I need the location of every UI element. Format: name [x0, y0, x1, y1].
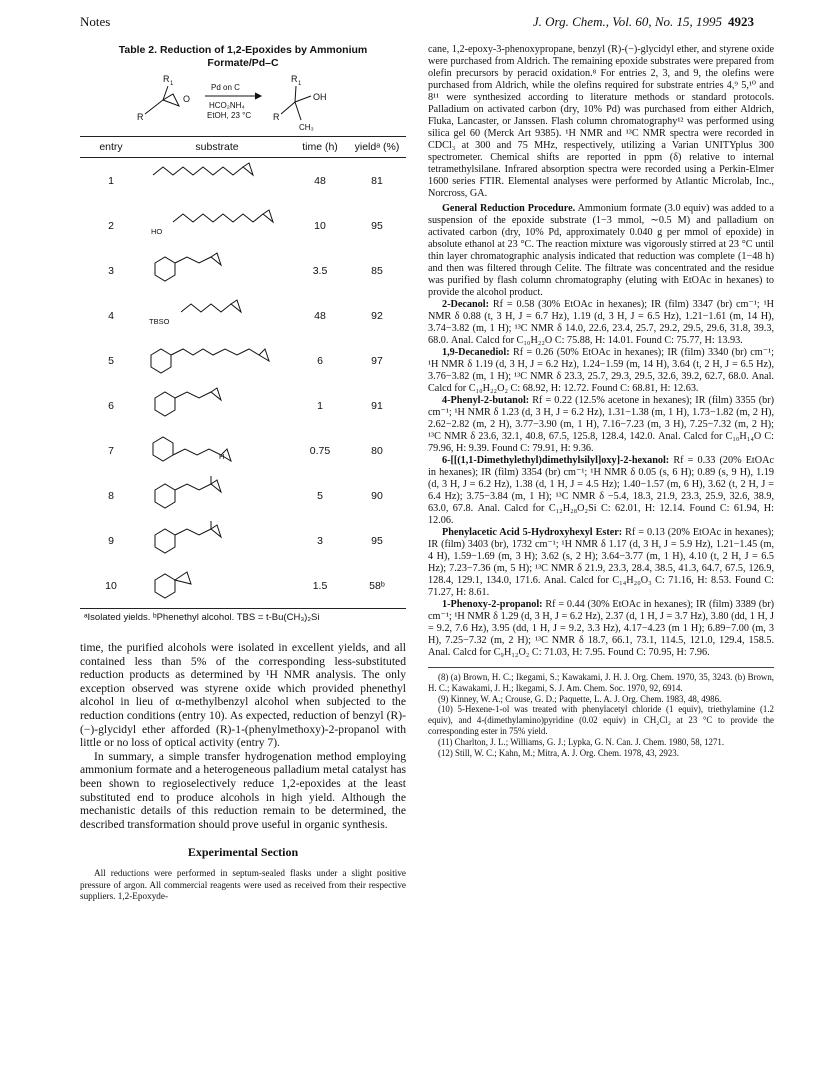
scheme-oh: OH: [313, 92, 327, 102]
cell-yield: 90: [371, 489, 383, 502]
substrate-structure: [147, 521, 287, 557]
compound-heading: 1,9-Decanediol:: [442, 347, 510, 358]
substrate-label: HO: [151, 227, 163, 236]
general-procedure: [428, 203, 774, 299]
substrate-label: H: [219, 452, 225, 461]
general-procedure-body: Ammonium formate (3.0 equiv) was added to a suspension of the epoxide substrate (1−3 mmol, ∼0.5 M) and palladium on activated carbon (dry, 10% Pd, approximately 0.040 g per mmol of epoxide) in absolute ethanol at 23 °C. The reaction mixture was vigorously stirred at 23 °C until thin layer chromatographic analysis indicated that reduction was complete (1−48 h) and then was filtered through Celite. The filtrate was concentrated and the residue was purified by flash column chromatography (eluting with EtOAc in hexanes) to provide the alcohol product.: [428, 203, 775, 298]
scheme-ch3: CH₃: [299, 123, 314, 132]
compound-body: Rf = 0.44 (30% EtOAc in hexanes); IR (film) 3389 (br) cm⁻¹; ¹H NMR δ 1.29 (d, 3 H, J = 6.2 Hz), 2.37 (d, 1 H, J = 3.7 Hz), 3.80 (dd, 1 H, J = 9.2, 7.6 Hz), 3.95 (dd, 1 H, J = 9.2, 3.3 Hz), 4.17−4.23 (m 1 H); 6.89−7.00 (m, 3 H), 7.25−7.32 (m, 2 H); ¹³C NMR δ 18.7, 66.1, 73.1, 114.5, 121.0, 129.4, 158.5. Anal. Calcd for C₉H₁₂O₂ C: 71.03, H: 7.95. Found C: 70.95, H: 7.96.: [428, 599, 774, 658]
reference-item: (11) Charlton, J. L.; Williams, G. J.; Lypka, G. N. Can. J. Chem. 1980, 58, 1271.: [438, 736, 725, 747]
page-number: 4923: [728, 14, 754, 29]
section-heading: Experimental Section: [187, 845, 299, 860]
cell-yield: 95: [371, 534, 383, 547]
cell-entry: 8: [108, 489, 114, 502]
cell-substrate: [142, 203, 292, 248]
cell-substrate: [142, 563, 292, 609]
scheme-p-r: R: [273, 112, 280, 122]
substrate-structure: [147, 386, 287, 422]
left-paragraph-1: time, the purified alcohols were isolated in excellent yields, and all contained less than 5% of the corresponding less-substituted reduction products as determined by ¹H NMR analysis. The only exception observed was styrene oxide which provided phenethyl alcohol in lieu of α-methylbenzyl alcohol when subjected to the reduction conditions (entry 10). As expected, reduction of benzyl (R)-(−)-glycidyl ether afforded (R)-1-(phenylmethoxy)-2-propanol with little or no loss of optical activity (entry 7).: [80, 641, 406, 750]
compound-body: Rf = 0.26 (50% EtOAc in hexanes); IR (film) 3340 (br) cm⁻¹; ¹H NMR δ 1.19 (d, 3 H, J = 6.2 Hz), 1.24−1.59 (m, 14 H), 3.64 (t, 2 H, J = 6.5 Hz), 3.76−3.82 (m, 1 H); ¹³C NMR δ 23.3, 25.7, 29.3, 29.5, 32.6, 39.2, 62.7, 68.0. Anal. Calcd for C₁₀H₂₂O₂ C: 68.92, H: 12.72. Found C: 68.81, H: 12.63.: [428, 347, 774, 394]
cell-yield: 91: [371, 399, 383, 412]
cell-substrate: [142, 428, 292, 473]
col-time: time (h): [292, 137, 348, 158]
product-structure: [281, 86, 311, 120]
compound-body: Rf = 0.22 (12.5% acetone in hexanes); IR (film) 3355 (br) cm⁻¹; ¹H NMR δ 1.23 (d, 3 H, J = 6.2 Hz), 1.31−1.38 (m, 1 H), 1.73−1.82 (m, 2 H), 2.62−2.82 (m, 2 H), 3.77−3.90 (m, 1 H), 7.16−7.23 (m, 3 H), 7.25−7.32 (m, 2 H); ¹³C NMR δ 23.6, 32.1, 40.8, 67.5, 125.8, 128.4, 142.0. Anal. Calcd for C₁₀H₁₄O C: 79.96, H: 9.39. Found C: 79.91, H: 9.36.: [428, 395, 774, 454]
reaction-scheme: [123, 72, 363, 136]
substrate-structure: [147, 341, 287, 377]
cell-substrate: [142, 383, 292, 428]
table-row: [80, 383, 406, 428]
general-procedure-heading: General Reduction Procedure.: [442, 203, 576, 214]
scheme-cond-2: HCO₂NH₄: [209, 101, 245, 110]
table-row: [80, 248, 406, 293]
substrate-label: TBSO: [149, 317, 170, 326]
cell-yield: 80: [371, 444, 383, 457]
compound-body: Rf = 0.58 (30% EtOAc in hexanes); IR (film) 3347 (br) cm⁻¹; ¹H NMR δ 0.88 (t, 3 H, J = 6.7 Hz), 1.19 (d, 3 H, J = 6.5 Hz), 1.21−1.61 (m, 14 H), 3.74−3.82 (m, 1 H); ¹³C NMR δ 14.0, 22.6, 23.4, 25.7, 29.2, 29.5, 29.6, 31.8, 39.3, 68.0. Anal. Calcd for C₁₀H₂₂O C: 75.88, H: 14.01. Found C: 75.77, H: 13.93.: [428, 299, 774, 346]
cell-substrate: [142, 158, 292, 204]
cell-entry: 10: [80, 563, 142, 609]
running-head-right: [533, 14, 754, 30]
cell-entry: 4: [108, 309, 114, 322]
table-row: [80, 293, 406, 338]
compound-heading: 2-Decanol:: [442, 299, 489, 310]
scheme-p-r1: R: [291, 74, 298, 84]
substrate-structure: [147, 206, 287, 242]
left-paragraph-2: In summary, a simple transfer hydrogenation method employing ammonium formate and a heterogeneous palladium metal catalyst has been shown to regioselectively reduce 1,2-epoxides at the least substituted end to produce alcohols in high yield. Although the mechanistic details of this reduction remain to be determined, the described transformation should prove useful in organic synthesis.: [80, 749, 406, 831]
compound-phenylbutanol: [428, 395, 774, 455]
left-column: [80, 44, 406, 902]
cell-yield: 97: [371, 354, 383, 367]
cell-time: 5: [317, 489, 323, 502]
table-2: [80, 136, 406, 609]
cell-yield: 92: [371, 309, 383, 322]
table-footnote: ᵃIsolated yields. ᵇPhenethyl alcohol. TBS = t-Bu(CH₃)₂Si: [84, 612, 320, 623]
table-row: [80, 338, 406, 383]
compound-phenylacetic-ester: [428, 527, 774, 599]
cell-entry: 6: [108, 399, 114, 412]
cell-time: 3.5: [312, 264, 328, 277]
compound-body: Rf = 0.33 (20% EtOAc in hexanes); IR (film) 3354 (br) cm⁻¹; ¹H NMR δ 0.05 (s, 6 H); 0.89 (s, 9 H), 1.19 (d, 3 H, J = 6.2 Hz), 1.38 (d, 1 H, J = 4.5 Hz); 1.40−1.57 (m, 6 H), 3.62 (t, 2 H, J = 6.4 Hz); 3.75−3.84 (m, 1 H); ¹³C NMR δ −5.4, 18.3, 21.9, 23.3, 25.9, 32.6, 38.9, 63.0, 67.8. Anal. Calcd for C₁₂H₂₈O₂Si C: 62.01, H: 12.14. Found C: 61.94, H: 12.06.: [428, 455, 774, 526]
table-caption: Table 2. Reduction of 1,2-Epoxides by Ammonium Formate/Pd–C: [118, 44, 368, 69]
scheme-p-r1-sup: 1: [298, 81, 302, 87]
compound-tbs-hexanol: [428, 455, 774, 527]
cell-time: 3: [317, 534, 323, 547]
left-paragraph-3: All reductions were performed in septum-sealed flasks under a slight positive pressure of argon. All commercial reagents were used as received from their respective suppliers. 1,2-Epoxyde-: [80, 868, 406, 901]
cell-time: 1: [317, 399, 323, 412]
cell-time: 0.75: [309, 444, 331, 457]
scheme-cond-1: Pd on C: [211, 83, 240, 92]
cell-yield: 58ᵇ: [348, 563, 406, 609]
cell-substrate: [142, 473, 292, 518]
substrate-structure: [147, 251, 287, 287]
table-row: [80, 563, 406, 609]
right-column: [428, 44, 774, 758]
substrate-structure: [147, 566, 287, 602]
cell-substrate: [142, 338, 292, 383]
scheme-cond-3: EtOH, 23 °C: [207, 111, 252, 120]
compound-heading: 6-[[(1,1-Dimethylethyl)dimethylsilyl]oxy]-2-hexanol:: [442, 455, 670, 466]
cell-time: 10: [314, 219, 326, 232]
right-paragraph-intro: cane, 1,2-epoxy-3-phenoxypropane, benzyl (R)-(−)-glycidyl ether, and styrene oxide were purchased from Aldrich. The remaining epoxide substrates were prepared from olefin precursors by peracid oxidation.⁸ For entries 2, 3, and 9, the olefins were purchased from Aldrich, while the olefins required for substrate entries 4,⁹ 5,¹⁰ and 8¹¹ were synthesized according to literature methods or standard protocols. Palladium on activated carbon (dry, 10% Pd) was purchased from either Aldrich, Fluka, Lancaster, or Janssen. Flash column chromatography¹² was performed using silica gel 60 (Merck Art 9385). ¹H NMR and ¹³C NMR spectra were recorded in CDCl₃ at 300 and 75 MHz, respectively, utilizing a Varian UNITYplus 300 spectrometer. Chemical shifts are reported in ppm (δ) relative to internal tetramethylsilane. Infrared absorption spectra were recorded using a Perkin-Elmer 1600 series FTIR. Elemental analyses were performed by Atlantic Microlab, Inc., Norcross, GA.: [428, 44, 774, 199]
cell-entry: 9: [108, 534, 114, 547]
cell-entry: 7: [108, 444, 114, 457]
reference-item: (8) (a) Brown, H. C.; Ikegami, S.; Kawakami, J. H. J. Org. Chem. 1970, 35, 3243. (b) Brown, H. C.; Kawakami, J. H.; Ikegami, S. J. Am. Chem. Soc. 1970, 92, 6914.: [428, 672, 774, 693]
compound-heading: Phenylacetic Acid 5-Hydroxyhexyl Ester:: [442, 527, 623, 538]
cell-entry: 5: [108, 354, 114, 367]
cell-time: 1.5: [292, 563, 348, 609]
reference-item: (9) Kinney, W. A.; Crouse, G. D.; Paquette, L. A. J. Org. Chem. 1983, 48, 4986.: [438, 693, 722, 704]
reactant-structure: [145, 86, 179, 114]
table-row: [80, 203, 406, 248]
table-row: [80, 158, 406, 204]
cell-entry: 3: [108, 264, 114, 277]
references: [428, 667, 774, 758]
compound-heading: 1-Phenoxy-2-propanol:: [442, 599, 543, 610]
cell-entry: 2: [108, 219, 114, 232]
col-substrate: substrate: [142, 137, 292, 158]
compound-2-decanol: [428, 299, 774, 347]
cell-entry: 1: [108, 174, 114, 187]
substrate-structure: [147, 296, 287, 332]
cell-yield: 85: [371, 264, 383, 277]
table-row: [80, 428, 406, 473]
cell-yield: 81: [371, 174, 383, 187]
compound-heading: 4-Phenyl-2-butanol:: [442, 395, 530, 406]
cell-yield: 95: [371, 219, 383, 232]
substrate-structure: [147, 476, 287, 512]
cell-substrate: [142, 248, 292, 293]
table-row: [80, 473, 406, 518]
col-entry: entry: [80, 137, 142, 158]
cell-time: 6: [317, 354, 323, 367]
scheme-o: O: [183, 94, 191, 104]
running-head-left: Notes: [80, 14, 111, 29]
journal-citation: J. Org. Chem., Vol. 60, No. 15, 1995: [532, 14, 722, 29]
cell-time: 48: [314, 174, 326, 187]
scheme-r1: R: [163, 74, 170, 84]
substrate-structure: [147, 431, 287, 467]
cell-substrate: [142, 518, 292, 563]
compound-body: Rf = 0.13 (20% EtOAc in hexanes); IR (film) 3403 (br), 1732 cm⁻¹; ¹H NMR δ 1.17 (d, 3 H, J = 5.9 Hz), 1.21−1.45 (m, 4 H), 1.59−1.69 (m, 3 H); 3.62 (s, 2 H); 3.64−3.77 (m, 1 H), 4.10 (t, 2 H, J = 6.5 Hz); 7.23−7.36 (m, 5 H); ¹³C NMR δ 21.9, 23.3, 28.4, 38.5, 41.3, 64.7, 67.5, 126.9, 128.4, 129.1, 134.0, 171.6. Anal. Calcd for C₁₄H₂₀O₃ C: 71.16, H: 8.53. Found C: 71.27, H: 8.61.: [428, 527, 774, 598]
col-yield: yieldᵃ (%): [348, 137, 406, 158]
reference-item: (10) 5-Hexene-1-ol was treated with phenylacetyl chloride (1 equiv), triethylamine (1.2 equiv), and 4-(dimethylamino)pyridine (0.02 equiv) in CH₂Cl₂ at 23 °C to provide the corresponding ester in 75% yield.: [428, 704, 774, 736]
scheme-r1-sup: 1: [170, 81, 174, 87]
substrate-structure: [147, 161, 287, 197]
cell-substrate: [142, 293, 292, 338]
table-row: [80, 518, 406, 563]
scheme-r: R: [137, 112, 144, 122]
reference-item: (12) Still, W. C.; Kahn, M.; Mitra, A. J. Org. Chem. 1978, 43, 2923.: [438, 747, 679, 758]
compound-decanediol: [428, 347, 774, 395]
cell-time: 48: [314, 309, 326, 322]
compound-phenoxypropanol: [428, 599, 774, 659]
